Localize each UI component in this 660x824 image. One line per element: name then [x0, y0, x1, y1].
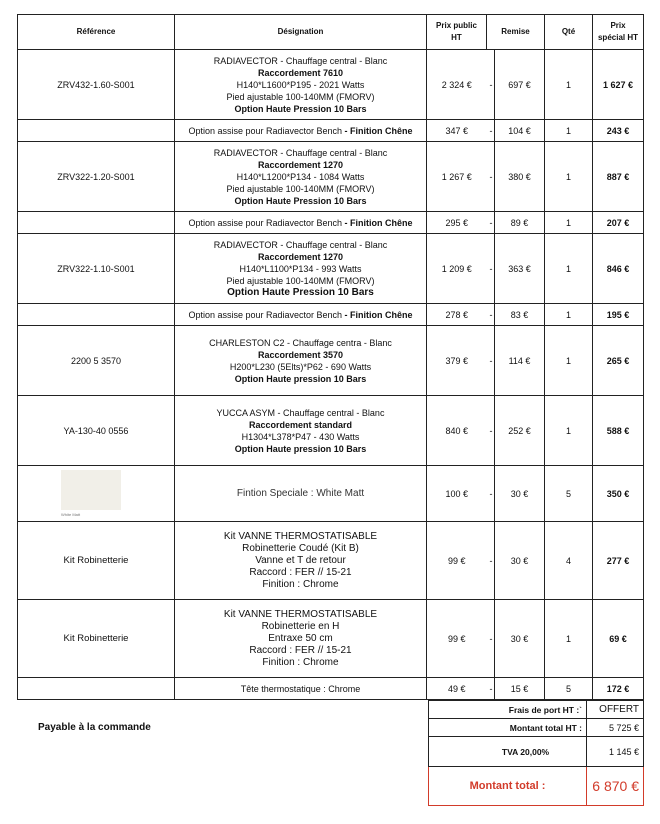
option-row	[18, 678, 644, 700]
row-special-price: 588 €	[593, 396, 644, 466]
shipping-value: OFFERT	[587, 701, 644, 719]
row-discount: 380 €	[495, 142, 545, 212]
row-special-price: 1 627 €	[593, 50, 644, 120]
row-discount: 30 €	[495, 600, 545, 678]
row-designation	[175, 142, 427, 212]
dash: -	[487, 466, 495, 522]
row-qty: 1	[545, 396, 593, 466]
row-reference: 2200 5 3570	[18, 326, 175, 396]
option-qty: 5	[545, 678, 593, 700]
row-public-price: 99 €	[427, 522, 487, 600]
row-designation: Fintion Speciale : White Matt	[175, 466, 427, 522]
designation-line: H200*L230 (5Elts)*P62 - 690 Watts	[229, 361, 372, 372]
grand-total-value: 6 870 €	[587, 767, 644, 806]
swatch-label: White Matt	[61, 512, 81, 517]
option-public-price: 49 €	[427, 678, 487, 700]
header-special-price: Prix spécial HT	[593, 15, 644, 50]
designation-line: RADIAVECTOR - Chauffage central - Blanc	[213, 239, 388, 250]
option-discount: 15 €	[495, 678, 545, 700]
row-special-price: 277 €	[593, 522, 644, 600]
row-reference: YA-130-40 0556	[18, 396, 175, 466]
swatch-cell	[18, 466, 175, 522]
option-qty: 1	[545, 120, 593, 142]
designation-line: Option Haute Pression 10 Bars	[234, 103, 367, 114]
dash: -	[487, 142, 495, 212]
designation-line: RADIAVECTOR - Chauffage central - Blanc	[213, 147, 388, 158]
tva-label: TVA 20,00%	[429, 737, 587, 767]
table-row	[18, 466, 644, 522]
option-row	[18, 120, 644, 142]
dash: -	[487, 212, 495, 234]
row-public-price: 2 324 €	[427, 50, 487, 120]
header-qty: Qté	[545, 15, 593, 50]
row-designation	[175, 522, 427, 600]
designation-line: Vanne et T de retour	[255, 554, 346, 566]
designation-line: Pied ajustable 100-140MM (FMORV)	[226, 183, 375, 194]
shipping-row	[429, 701, 644, 719]
row-qty: 4	[545, 522, 593, 600]
designation-line: Raccordement standard	[248, 419, 353, 430]
row-public-price: 379 €	[427, 326, 487, 396]
dash: -	[487, 50, 495, 120]
dash: -	[487, 396, 495, 466]
option-designation: Option assise pour Radiavector Bench - Finition Chêne	[175, 212, 427, 234]
shipping-label: Frais de port HT :`	[429, 701, 587, 719]
designation-line: Raccord : FER // 15-21	[249, 644, 352, 656]
option-designation: Option assise pour Radiavector Bench - Finition Chêne	[175, 304, 427, 326]
option-special-price: 207 €	[593, 212, 644, 234]
row-qty: 1	[545, 326, 593, 396]
designation-line: Raccordement 1270	[257, 251, 344, 262]
option-designation: Tête thermostatique : Chrome	[175, 678, 427, 700]
option-public-price: 278 €	[427, 304, 487, 326]
grand-total-row	[429, 767, 644, 806]
designation-line: Pied ajustable 100-140MM (FMORV)	[226, 91, 375, 102]
option-special-price: 243 €	[593, 120, 644, 142]
row-discount: 363 €	[495, 234, 545, 304]
designation-line: Kit VANNE THERMOSTATISABLE	[223, 530, 378, 542]
table-row	[18, 522, 644, 600]
designation-line: Option Haute Pression 10 Bars	[227, 286, 374, 298]
row-discount: 30 €	[495, 522, 545, 600]
row-reference: ZRV432-1.60-S001	[18, 50, 175, 120]
row-qty: 1	[545, 142, 593, 212]
row-designation	[175, 396, 427, 466]
designation-line: Option Haute Pression 10 Bars	[234, 195, 367, 206]
designation-line: H140*L1600*P195 - 2021 Watts	[236, 79, 365, 90]
designation-line: CHARLESTON C2 - Chauffage centra - Blanc	[209, 337, 392, 348]
row-discount: 114 €	[495, 326, 545, 396]
header-public-price: Prix public HT	[427, 15, 487, 50]
row-qty: 5	[545, 466, 593, 522]
designation-line: YUCCA ASYM - Chauffage central - Blanc	[216, 407, 385, 418]
option-discount: 104 €	[495, 120, 545, 142]
row-reference: ZRV322-1.10-S001	[18, 234, 175, 304]
row-public-price: 99 €	[427, 600, 487, 678]
option-qty: 1	[545, 212, 593, 234]
option-designation: Option assise pour Radiavector Bench - Finition Chêne	[175, 120, 427, 142]
total-ht-value: 5 725 €	[587, 719, 644, 737]
row-designation	[175, 326, 427, 396]
designation-line: Raccord : FER // 15-21	[249, 566, 352, 578]
designation-line: H140*L1200*P134 - 1084 Watts	[236, 171, 365, 182]
row-public-price: 1 209 €	[427, 234, 487, 304]
designation-line: Finition : Chrome	[262, 656, 339, 668]
option-discount: 89 €	[495, 212, 545, 234]
option-row	[18, 212, 644, 234]
row-special-price: 350 €	[593, 466, 644, 522]
row-discount: 252 €	[495, 396, 545, 466]
dash: -	[487, 678, 495, 700]
designation-line: Kit VANNE THERMOSTATISABLE	[223, 608, 378, 620]
total-ht-row	[429, 719, 644, 737]
designation-line: Option Haute pression 10 Bars	[234, 443, 367, 454]
row-designation	[175, 234, 427, 304]
option-special-price: 195 €	[593, 304, 644, 326]
row-qty: 1	[545, 234, 593, 304]
designation-line: Finition : Chrome	[262, 578, 339, 590]
dash: -	[487, 326, 495, 396]
row-qty: 1	[545, 600, 593, 678]
row-reference: ZRV322-1.20-S001	[18, 142, 175, 212]
row-qty: 1	[545, 50, 593, 120]
header-row	[18, 15, 644, 50]
row-special-price: 69 €	[593, 600, 644, 678]
row-public-price: 100 €	[427, 466, 487, 522]
header-discount: Remise	[487, 15, 545, 50]
designation-line: H1304*L378*P47 - 430 Watts	[241, 431, 360, 442]
option-special-price: 172 €	[593, 678, 644, 700]
payment-terms: Payable à la commande	[38, 722, 151, 733]
row-discount: 697 €	[495, 50, 545, 120]
row-special-price: 846 €	[593, 234, 644, 304]
dash: -	[487, 600, 495, 678]
designation-line: Raccordement 7610	[257, 67, 344, 78]
dash: -	[487, 234, 495, 304]
dash: -	[487, 304, 495, 326]
row-public-price: 1 267 €	[427, 142, 487, 212]
quote-table	[17, 14, 644, 700]
row-reference: Kit Robinetterie	[18, 600, 175, 678]
table-row	[18, 234, 644, 304]
option-qty: 1	[545, 304, 593, 326]
dash: -	[487, 120, 495, 142]
designation-line: RADIAVECTOR - Chauffage central - Blanc	[213, 55, 388, 66]
dash: -	[487, 522, 495, 600]
header-designation: Désignation	[175, 15, 427, 50]
option-discount: 83 €	[495, 304, 545, 326]
designation-line: Robinetterie Coudé (Kit B)	[242, 542, 359, 554]
row-special-price: 265 €	[593, 326, 644, 396]
totals-table	[428, 700, 644, 806]
designation-line: Pied ajustable 100-140MM (FMORV)	[226, 275, 375, 286]
row-reference: Kit Robinetterie	[18, 522, 175, 600]
total-ht-label: Montant total HT :	[429, 719, 587, 737]
table-row	[18, 326, 644, 396]
grand-total-label: Montant total :	[429, 767, 587, 806]
table-row	[18, 396, 644, 466]
header-reference: Référence	[18, 15, 175, 50]
designation-line: Raccordement 3570	[257, 349, 344, 360]
row-discount: 30 €	[495, 466, 545, 522]
table-row	[18, 600, 644, 678]
designation-line: H140*L1100*P134 - 993 Watts	[239, 263, 362, 274]
tva-row	[429, 737, 644, 767]
option-row	[18, 304, 644, 326]
designation-line: Robinetterie en H	[261, 620, 340, 632]
table-row	[18, 142, 644, 212]
table-row	[18, 50, 644, 120]
designation-line: Option Haute pression 10 Bars	[234, 373, 367, 384]
row-designation	[175, 600, 427, 678]
option-public-price: 347 €	[427, 120, 487, 142]
white-matt-swatch	[61, 470, 121, 510]
row-special-price: 887 €	[593, 142, 644, 212]
designation-line: Entraxe 50 cm	[268, 632, 333, 644]
tva-value: 1 145 €	[587, 737, 644, 767]
row-public-price: 840 €	[427, 396, 487, 466]
row-designation	[175, 50, 427, 120]
designation-line: Raccordement 1270	[257, 159, 344, 170]
option-public-price: 295 €	[427, 212, 487, 234]
